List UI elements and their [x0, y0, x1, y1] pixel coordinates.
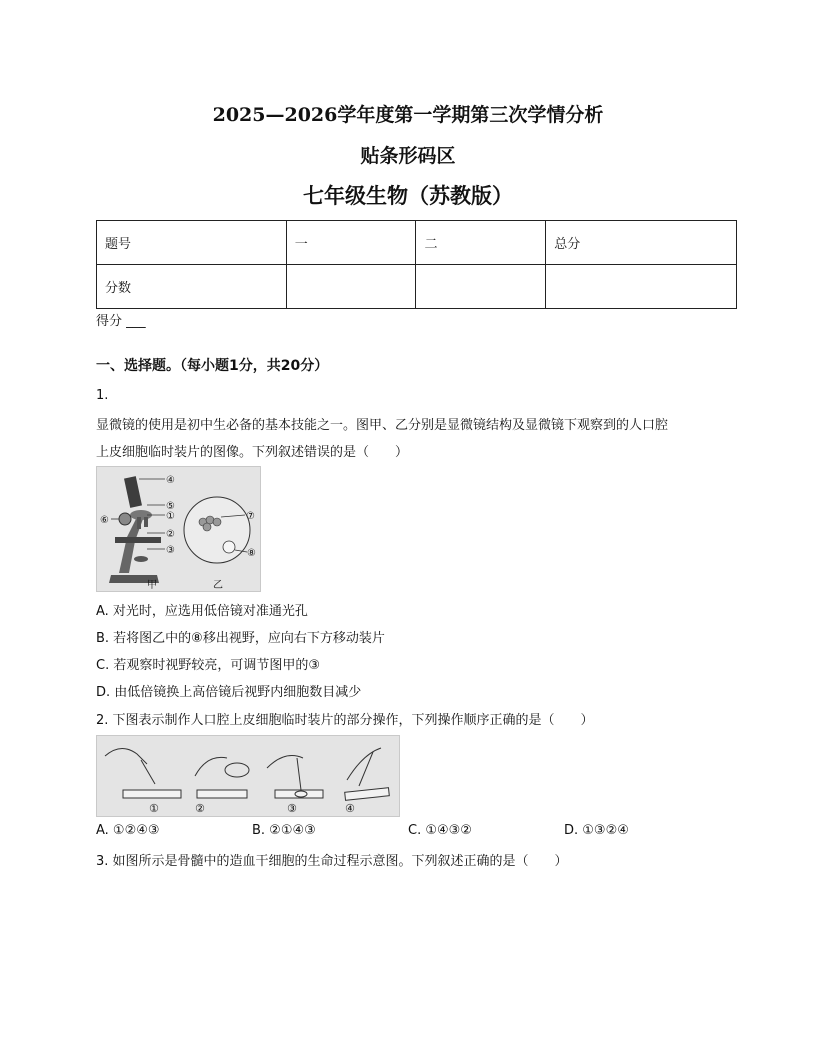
- table-cell-score-2[interactable]: [416, 265, 546, 309]
- step-label: ①: [149, 802, 159, 815]
- question-stem: 2. 下图表示制作人口腔上皮细胞临时装片的部分操作，下列操作顺序正确的是（ ）: [96, 713, 594, 728]
- question-stem: 上皮细胞临时装片的图像。下列叙述错误的是（ ）: [96, 445, 409, 460]
- exam-title: 2025—2026学年度第一学期第三次学情分析: [212, 104, 604, 126]
- table-cell-score-1[interactable]: [286, 265, 416, 309]
- figure-label: ⑥: [100, 515, 109, 526]
- slide-preparation-figure: [96, 735, 400, 817]
- table-row: [97, 221, 737, 265]
- question-stem: 显微镜的使用是初中生必备的基本技能之一。图甲、乙分别是显微镜结构及显微镜下观察到的人口腔: [96, 418, 669, 433]
- figure-label: ⑧: [247, 548, 256, 559]
- answer-option[interactable]: B. 若将图乙中的⑧移出视野，应向右下方移动装片: [96, 631, 385, 646]
- step-label: ③: [287, 802, 297, 815]
- barcode-area-label: 贴条形码区: [360, 145, 456, 167]
- answer-option[interactable]: C. 若观察时视野较亮，可调节图甲的③: [96, 658, 320, 673]
- figure-caption: 乙: [213, 580, 223, 591]
- table-cell-score-total[interactable]: [546, 265, 737, 309]
- question-number: 1.: [96, 388, 109, 403]
- answer-option[interactable]: A. ①②④③: [96, 823, 160, 838]
- score-line: 得分 ___: [96, 314, 146, 329]
- answer-option[interactable]: B. ②①④③: [252, 823, 316, 838]
- microscope-figure: [96, 466, 261, 592]
- table-row: [97, 265, 737, 309]
- figure-label: ⑤: [166, 501, 175, 512]
- figure-label: ②: [166, 529, 175, 540]
- microscope-illustration: [97, 467, 260, 591]
- step-label: ④: [345, 802, 355, 815]
- figure-label: ⑦: [246, 511, 255, 522]
- figure-label: ④: [166, 475, 175, 486]
- figure-caption: 甲: [147, 580, 157, 591]
- answer-option[interactable]: D. ①③②④: [564, 823, 629, 838]
- table-cell: 一: [286, 221, 416, 265]
- answer-option[interactable]: C. ①④③②: [408, 823, 472, 838]
- step-label: ②: [195, 802, 205, 815]
- question-stem: 3. 如图所示是骨髓中的造血干细胞的生命过程示意图。下列叙述正确的是（ ）: [96, 854, 568, 869]
- figure-label: ①: [166, 511, 175, 522]
- preparation-steps-illustration: [97, 736, 399, 816]
- section-heading: 一、选择题。（每小题1分，共20分）: [96, 358, 329, 374]
- figure-label: ③: [166, 545, 175, 556]
- table-cell: 题号: [97, 221, 287, 265]
- exam-subtitle: 七年级生物（苏教版）: [303, 183, 513, 208]
- answer-option[interactable]: D. 由低倍镜换上高倍镜后视野内细胞数目减少: [96, 685, 362, 700]
- answer-option[interactable]: A. 对光时，应选用低倍镜对准通光孔: [96, 604, 308, 619]
- table-cell: 分数: [97, 265, 287, 309]
- table-cell: 总分: [546, 221, 737, 265]
- table-cell: 二: [416, 221, 546, 265]
- score-table: [96, 220, 737, 309]
